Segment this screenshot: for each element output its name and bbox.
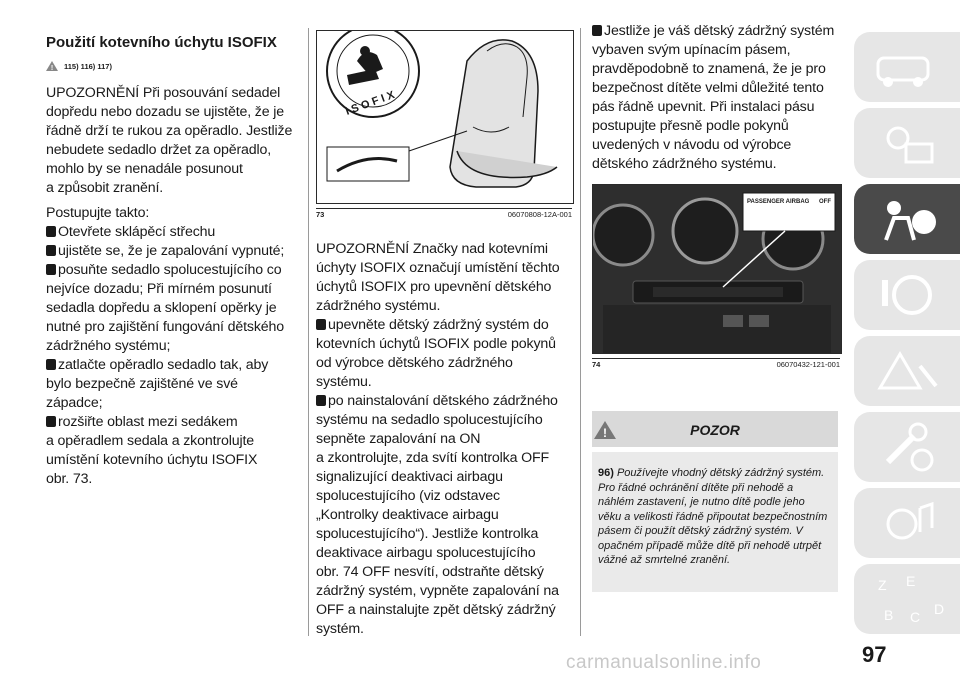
- figure-74-caption: 74 06070432-121-001: [592, 360, 840, 369]
- intro-paragraph: UPOZORNĚNÍ Při posouvání sedadel dopředu nebo dozadu se ujistěte, že je řádně drží te rukou za opěradlo. Jestliže nebudete sedadlo držet za opěradlo, mohlo by se nenadále posunout a způsobit zranění. Postupujte takto: Otevřete sklápěcí střechu ujistěte se, že je zapalování vypnuté; posuňte sedadlo spolucestujícího co nejvíce dozadu; Při mírném posunutí sedadla dopředu a sklopení opěrky je nutné pro zajištění fungování dětského zádržného systému; zatlačte opěradlo sedadlo tak, aby bylo bezpečně zajištěné ve své západce; rozšiřte oblast mezi sedákem a opěradlem sedala a zkontrolujte umístění kotevního úchytu ISOFIX obr. 73.: [46, 85, 293, 487]
- sidebar-tab-car[interactable]: [854, 32, 960, 102]
- svg-text:B: B: [884, 607, 894, 623]
- bullet-icon: [592, 25, 602, 36]
- sidebar-tab-safety[interactable]: [854, 184, 960, 254]
- column-divider: [308, 28, 309, 636]
- list-item: posuňte sedadlo spolucestujícího co: [46, 261, 292, 280]
- bullet-icon: [46, 264, 56, 275]
- warning-refs: [46, 61, 112, 71]
- sidebar-tab-driving[interactable]: [854, 260, 960, 330]
- seatbelt-airbag-icon: [854, 184, 960, 254]
- steering-wheel-icon: [854, 260, 960, 330]
- index-icon: [854, 564, 960, 634]
- sidebar-tab-maintenance[interactable]: [854, 412, 960, 482]
- watermark: carmanualsonline.info: [566, 652, 762, 673]
- column-divider: [580, 28, 581, 636]
- sidebar-tab-emergency[interactable]: [854, 336, 960, 406]
- page-number: 97: [862, 642, 887, 667]
- warning-triangle-icon: [46, 61, 58, 71]
- figure-74-airbag-indicator: [592, 184, 842, 354]
- lights-icon: [854, 108, 960, 178]
- figure-rule: [316, 208, 572, 209]
- dashboard-photo: [593, 185, 841, 353]
- tether-paragraph: Jestliže je váš dětský zádržný systém vybaven svým upínacím pásem, pravděpodobně to znamená, že je pro bezpečnost dítěte velmi důležité tento pás řádně upevnit. Při instalaci pásu postupujte přesně podle pokynů uvedených v návodu od výrobce dětského zádržného systému.: [592, 23, 835, 172]
- bullet-icon: [46, 359, 56, 370]
- bullet-icon: [316, 319, 326, 330]
- figure-rule: [592, 358, 840, 359]
- list-item: po nainstalování dětského zádržného: [316, 392, 559, 411]
- isofix-paragraph: UPOZORNĚNÍ Značky nad kotevními úchyty ISOFIX označují umístění těchto úchytů ISOFIX pro upevnění dětského zádržného systému. upevněte dětský zádržný systém do kotevních úchytů ISOFIX podle pokynů od výrobce dětského zádržného systému. po nainstalování dětského zádržného systému na sedadlo spolucestujícího sepněte zapalování na ON a zkontrolujte, zda svítí kontrolka OFF signalizující deaktivaci airbagu spolucestujícího (viz odstavec „Kontrolky deaktivace airbagu spolucestujícího“). Jestliže kontrolka deaktivace airbagu spolucestujícího obr. 74 OFF nesvítí, odstraňte dětský zádržný systém, vypněte zapalování na OFF a nainstalujte zpět dětský zádržný systém.: [316, 241, 560, 637]
- bullet-icon: [46, 416, 56, 427]
- sidebar-tab-index[interactable]: [854, 564, 960, 634]
- emergency-icon: [854, 336, 960, 406]
- caution-text: 96) Používejte vhodný dětský zádržný systém. Pro řádné ochránění dítěte při nehodě a náhlém zastavení, je nutno dítě podle jeho věku a velikosti řádně připoutat bezpečnostním pásem či použít dětský zádržný systém. V opačném případě může dítě při nehodě utrpět vážné až smrtelné zranění.: [598, 467, 828, 566]
- warning-refs-text: 115) 116) 117): [64, 61, 112, 71]
- caution-box: [592, 452, 838, 592]
- svg-text:E: E: [906, 573, 916, 589]
- list-item: upevněte dětský zádržný systém do: [316, 316, 559, 335]
- svg-text:I S O F I X: I S O F I X: [343, 88, 397, 118]
- caution-title: POZOR: [690, 422, 740, 438]
- section-title: Použití kotevního úchytu ISOFIX: [46, 34, 277, 51]
- sidebar-tab-lights[interactable]: [854, 108, 960, 178]
- svg-text:D: D: [934, 601, 945, 617]
- sidebar-tab-multimedia[interactable]: [854, 488, 960, 558]
- list-item: ujistěte se, že je zapalování vypnuté;: [46, 242, 292, 261]
- bullet-icon: [46, 226, 56, 237]
- list-item: Jestliže je váš dětský zádržný systém: [592, 22, 834, 41]
- list-item: Otevřete sklápěcí střechu: [46, 223, 292, 242]
- chapter-sidebar: [848, 32, 960, 632]
- car-icon: [854, 32, 960, 102]
- bullet-icon: [46, 245, 56, 256]
- figure-73-isofix-seat: [316, 30, 574, 204]
- wrench-icon: [854, 412, 960, 482]
- svg-text:C: C: [910, 609, 921, 625]
- isofix-seat-illustration: [317, 31, 573, 203]
- svg-text:!: !: [603, 426, 607, 439]
- figure-73-caption: 73 06070808-12A-001: [316, 210, 572, 219]
- list-item: zatlačte opěradlo sedadlo tak, aby: [46, 356, 292, 375]
- callout-off: OFF: [819, 199, 831, 205]
- svg-text:!: !: [50, 65, 54, 71]
- bullet-icon: [316, 395, 326, 406]
- multimedia-icon: [854, 488, 960, 558]
- svg-text:Z: Z: [878, 577, 887, 593]
- list-item: rozšiřte oblast mezi sedákem: [46, 413, 292, 432]
- callout-passenger-airbag: PASSENGER AIRBAG: [747, 199, 810, 205]
- caution-header: [592, 411, 838, 447]
